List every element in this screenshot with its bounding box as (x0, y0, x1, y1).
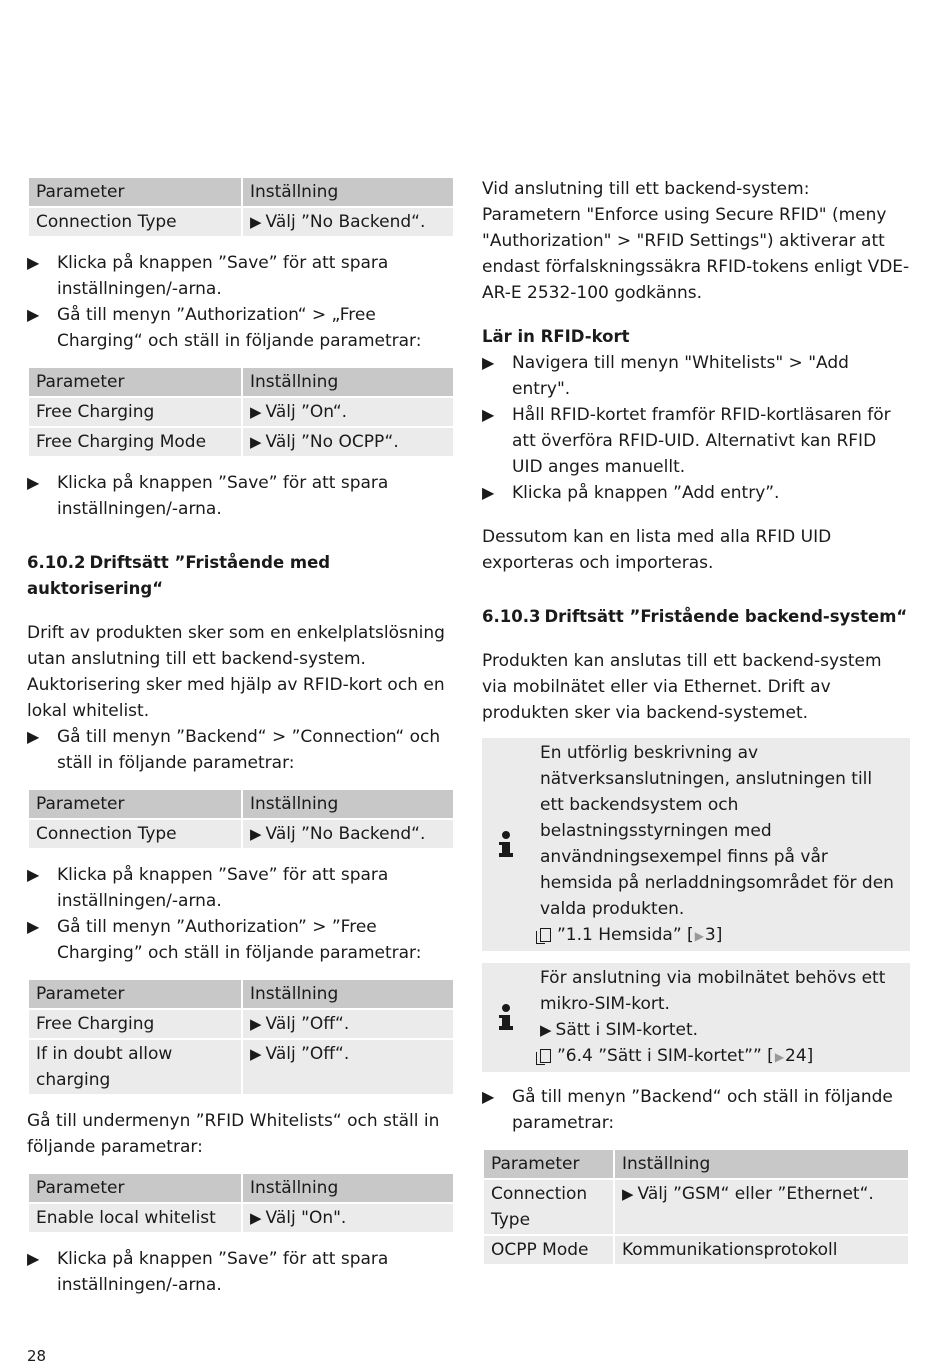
section-title: Driftsätt ”Fristående med auktorisering“ (27, 553, 331, 598)
table-cell: Connection Type (28, 207, 242, 237)
arrow-icon: ▶ (482, 483, 495, 502)
cell-text: Välj ”No Backend“. (265, 824, 426, 844)
table-cell (242, 397, 454, 427)
parameter-table-4 (27, 978, 455, 1096)
section-number: 6.10.3 (482, 607, 541, 626)
bullet-text: Gå till menyn ”Backend“ och ställ in följande parametrar: (512, 1087, 893, 1133)
list-item (482, 350, 910, 402)
section-heading (482, 604, 910, 630)
reference-text: ”6.4 ”Sätt i SIM-kortet”” [ (557, 1046, 774, 1066)
table-header: Inställning (242, 367, 454, 397)
table-header: Inställning (242, 1173, 454, 1203)
cell-text: Välj ”No Backend“. (265, 212, 426, 232)
list-item (482, 1084, 910, 1136)
arrow-icon: ▶ (250, 1045, 262, 1063)
info-icon (499, 1004, 513, 1032)
arrow-icon: ▶ (27, 305, 40, 324)
table-cell (242, 1009, 454, 1039)
table-header: Parameter (28, 1173, 242, 1203)
reference-text: ”1.1 Hemsida” [ (557, 925, 694, 945)
paragraph: Gå till undermenyn ”RFID Whitelists“ och ställ in följande parametrar: (27, 1111, 440, 1157)
page-pointer-icon: ▶ (694, 929, 704, 943)
info-box (482, 963, 910, 1072)
paragraph: Vid anslutning till ett backend-system: Parametern "Enforce using Secure RFID" (meny "Authorization" > "RFID Settings") aktiverar att endast förfalskningssäkra RFID-tokens enligt VDE-AR-E 2532-100 godkänns. (482, 179, 910, 303)
cell-text: Välj ”On“. (265, 402, 348, 422)
table-cell (242, 427, 454, 457)
arrow-icon: ▶ (622, 1185, 634, 1203)
parameter-table-1 (27, 176, 455, 238)
paragraph: Produkten kan anslutas till ett backend-system via mobilnätet eller via Ethernet. Drift av produkten sker via backend-systemet. (482, 651, 882, 723)
paragraph: Drift av produkten sker som en enkelplatslösning utan anslutning till ett backend-system. Auktorisering sker med hjälp av RFID-kort och en lokal whitelist. (27, 623, 445, 721)
table-cell: Free Charging (28, 1009, 242, 1039)
bullet-text: Klicka på knappen ”Save” för att spara inställningen/-arna. (57, 1249, 389, 1295)
cell-text: Välj "On". (265, 1208, 347, 1228)
section-number: 6.10.2 (27, 553, 86, 572)
table-header: Inställning (242, 177, 454, 207)
subheading: Lär in RFID-kort (482, 327, 630, 346)
table-cell: Free Charging (28, 397, 242, 427)
arrow-icon: ▶ (27, 917, 40, 936)
table-cell: Enable local whitelist (28, 1203, 242, 1233)
list-item (27, 250, 455, 302)
table-header: Parameter (28, 367, 242, 397)
table-cell (242, 1203, 454, 1233)
table-header: Inställning (614, 1149, 909, 1179)
arrow-icon: ▶ (27, 253, 40, 272)
bullet-text: Klicka på knappen ”Add entry”. (512, 483, 780, 503)
bullet-text: Gå till menyn ”Authorization” > ”Free Charging” och ställ in följande parametrar: (57, 917, 422, 963)
reference-page: 24] (785, 1046, 814, 1066)
cell-text: Välj ”No OCPP“. (265, 432, 399, 452)
section-title: Driftsätt ”Fristående backend-system“ (544, 607, 908, 626)
info-box (482, 738, 910, 951)
table-row (28, 427, 454, 457)
table-header: Parameter (483, 1149, 614, 1179)
table-header: Parameter (28, 789, 242, 819)
table-row (483, 1179, 909, 1235)
bullet-text: Klicka på knappen ”Save” för att spara inställningen/-arna. (57, 253, 389, 299)
parameter-table-3 (27, 788, 455, 850)
table-row (28, 397, 454, 427)
bullet-text: Håll RFID-kortet framför RFID-kortläsaren för att överföra RFID-UID. Alternativt kan RFID UID anges manuellt. (512, 405, 891, 477)
list-item (482, 402, 910, 480)
arrow-icon: ▶ (250, 433, 262, 451)
parameter-table-5 (27, 1172, 455, 1234)
info-text: För anslutning via mobilnätet behövs ett mikro-SIM-kort. (540, 968, 886, 1014)
list-item (27, 914, 455, 966)
info-text: En utförlig beskrivning av nätverksanslutningen, anslutningen till ett backendsystem och belastningsstyrningen med användningsexempel finns på vår hemsida på nerladdningsområdet för den valda produkten. (540, 743, 894, 919)
arrow-icon: ▶ (27, 865, 40, 884)
page-number: 28 (27, 1347, 47, 1365)
parameter-table-2 (27, 366, 455, 458)
arrow-icon: ▶ (27, 1249, 40, 1268)
list-item (27, 724, 455, 776)
table-cell: Connection Type (28, 819, 242, 849)
cross-reference[interactable] (540, 1043, 896, 1070)
arrow-icon: ▶ (27, 727, 40, 746)
paragraph: Dessutom kan en lista med alla RFID UID exporteras och importeras. (482, 527, 832, 573)
arrow-icon: ▶ (482, 1087, 495, 1106)
table-row (28, 819, 454, 849)
table-cell (242, 819, 454, 849)
cross-reference[interactable] (540, 922, 896, 949)
table-cell: Free Charging Mode (28, 427, 242, 457)
info-step (540, 1017, 896, 1043)
table-cell: If in doubt allow charging (28, 1039, 242, 1095)
page-pointer-icon: ▶ (774, 1050, 785, 1064)
arrow-icon: ▶ (250, 825, 262, 843)
arrow-icon: ▶ (540, 1021, 552, 1039)
table-cell: Kommunikationsprotokoll (614, 1235, 909, 1265)
arrow-icon: ▶ (250, 403, 262, 421)
cell-text: Välj ”Off“. (265, 1044, 350, 1064)
step-text: Sätt i SIM-kortet. (555, 1020, 699, 1040)
table-row (28, 1009, 454, 1039)
section-heading (27, 550, 455, 602)
list-item (27, 302, 455, 354)
bullet-text: Klicka på knappen ”Save” för att spara inställningen/-arna. (57, 473, 389, 519)
table-row (28, 1039, 454, 1095)
list-item (482, 480, 910, 506)
bullet-text: Gå till menyn ”Backend“ > ”Connection“ och ställ in följande parametrar: (57, 727, 441, 773)
arrow-icon: ▶ (27, 473, 40, 492)
table-cell: Connection Type (483, 1179, 614, 1235)
right-column (482, 176, 910, 1266)
table-cell (242, 207, 454, 237)
list-item (27, 1246, 455, 1298)
reference-page: 3] (704, 925, 723, 945)
arrow-icon: ▶ (250, 1015, 262, 1033)
table-header: Inställning (242, 979, 454, 1009)
cell-text: Välj ”GSM“ eller ”Ethernet“. (637, 1184, 874, 1204)
arrow-icon: ▶ (482, 405, 495, 424)
bullet-text: Gå till menyn ”Authorization“ > „Free Charging“ och ställ in följande parametrar: (57, 305, 422, 351)
cell-text: Välj ”Off“. (265, 1014, 350, 1034)
arrow-icon: ▶ (482, 353, 495, 372)
table-row (28, 207, 454, 237)
table-header: Parameter (28, 979, 242, 1009)
table-header: Parameter (28, 177, 242, 207)
arrow-icon: ▶ (250, 1209, 262, 1227)
table-cell (242, 1039, 454, 1095)
arrow-icon: ▶ (250, 213, 262, 231)
document-reference-icon (540, 928, 551, 942)
document-reference-icon (540, 1049, 551, 1063)
info-icon (499, 831, 513, 859)
list-item (27, 862, 455, 914)
parameter-table-6 (482, 1148, 910, 1266)
table-cell: OCPP Mode (483, 1235, 614, 1265)
table-cell (614, 1179, 909, 1235)
table-header: Inställning (242, 789, 454, 819)
table-row (28, 1203, 454, 1233)
table-row (483, 1235, 909, 1265)
left-column (27, 176, 455, 1298)
list-item (27, 470, 455, 522)
bullet-text: Klicka på knappen ”Save” för att spara inställningen/-arna. (57, 865, 389, 911)
bullet-text: Navigera till menyn "Whitelists" > "Add entry". (512, 353, 849, 399)
